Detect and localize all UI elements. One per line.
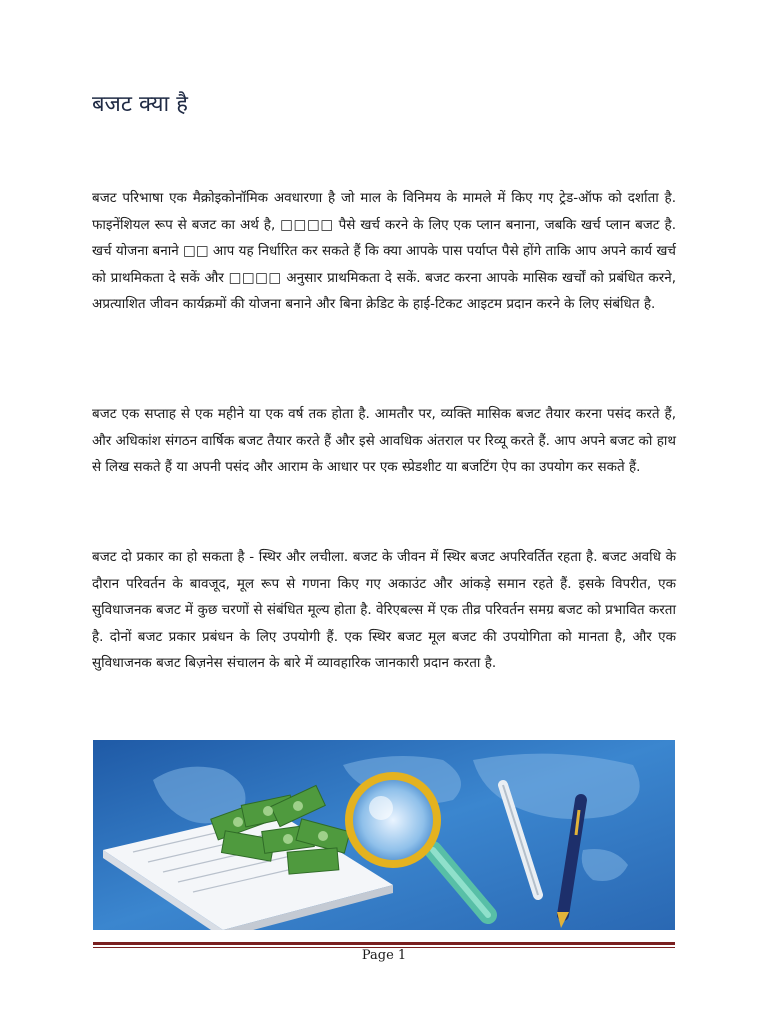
paragraph-types: बजट दो प्रकार का हो सकता है - स्थिर और लचीला. बजट के जीवन में स्थिर बजट अपरिवर्तित रहता है. बजट अवधि के दौरान परिवर्तन के बावजूद, मूल रूप से गणना किए गए अकाउंट और आंकड़े समान रहते हैं. इसके विपरीत, एक सुविधाजनक बजट में कुछ चरणों से संबंधित मूल्य होता है. वेरिएबल्स में एक तीव्र परिवर्तन समग्र बजट को प्रभावित करता है. दोनों बजट प्रकार प्रबंधन के लिए उपयोगी हैं. एक स्थिर बजट मूल बजट की उपयोगिता को मानता है, और एक सुविधाजनक बजट बिज़नेस संचालन के बारे में व्यावहारिक जानकारी प्रदान करता है. xyxy=(92,549,676,671)
paragraph-duration: बजट एक सप्ताह से एक महीने या एक वर्ष तक होता है. आमतौर पर, व्यक्ति मासिक बजट तैयार करना पसंद करते हैं, और अधिकांश संगठन वार्षिक बजट तैयार करते हैं और इसे आवधिक अंतराल पर रिव्यू करते हैं. आप अपने बजट को हाथ से लिख सकते हैं या अपनी पसंद और आराम के आधार पर एक स्प्रेडशीट या बजटिंग ऐप का उपयोग कर सकते हैं. xyxy=(92,406,676,475)
page-title: बजट क्या है xyxy=(92,92,188,117)
budget-illustration xyxy=(93,740,675,930)
budget-illustration-svg xyxy=(93,740,675,930)
footer-rule xyxy=(93,942,675,945)
page-number: Page 1 xyxy=(361,948,407,963)
paragraph-definition: बजट परिभाषा एक मैक्रोइकोनॉमिक अवधारणा है जो माल के विनिमय के मामले में किए गए ट्रेड-ऑफ को दर्शाता है. फाइनेंशियल रूप से बजट का अर्थ है, □□□□ पैसे खर्च करने के लिए एक प्लान बनाना, जबकि खर्च प्लान बजट है. खर्च योजना बनाने □□ आप यह निर्धारित कर सकते हैं कि क्या आपके पास पर्याप्त पैसे होंगे ताकि आप अपने कार्य खर्च को प्राथमिकता दे सकें और □□□□ अनुसार प्राथमिकता दे सकें. बजट करना आपके मासिक खर्चों को प्रबंधित करने, अप्रत्याशित जीवन कार्यक्रमों की योजना बनाने और बिना क्रेडिट के हाई-टिकट आइटम प्रदान करने के लिए संबंधित है. xyxy=(92,190,676,312)
